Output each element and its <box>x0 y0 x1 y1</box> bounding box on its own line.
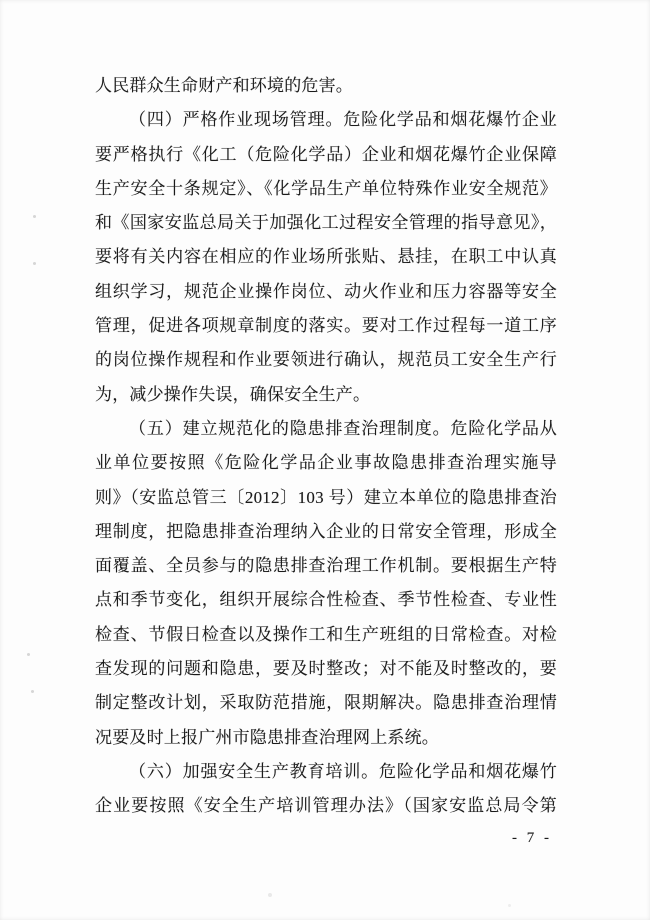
text-block <box>95 69 557 824</box>
text-line: 检查、节假日检查以及操作工和生产班组的日常检查。对检 <box>95 624 557 644</box>
text-line: 为，减少操作失误，确保安全生产。 <box>95 384 371 404</box>
text-line: （六）加强安全生产教育培训。危险化学品和烟花爆竹 <box>129 761 557 781</box>
scan-speck <box>508 904 511 907</box>
text-line: （五）建立规范化的隐患排查治理制度。危险化学品从 <box>129 418 557 438</box>
scan-speck <box>31 690 34 693</box>
text-line: 则》（安监总管三〔2012〕103 号）建立本单位的隐患排查治 <box>95 487 557 507</box>
scan-speck <box>27 653 30 656</box>
text-line: 况要及时上报广州市隐患排查治理网上系统。 <box>95 727 439 747</box>
text-line: 制定整改计划，采取防范措施，限期解决。隐患排查治理情 <box>95 693 557 713</box>
text-line: 要将有关内容在相应的作业场所张贴、悬挂，在职工中认真 <box>95 247 557 267</box>
text-line: 人民群众生命财产和环境的危害。 <box>95 76 353 95</box>
text-line: 面覆盖、全员参与的隐患排查治理工作机制。要根据生产特 <box>95 556 557 576</box>
scan-speck <box>33 262 36 265</box>
text-line: 业单位要按照《危险化学品企业事故隐患排查治理实施导 <box>95 453 557 473</box>
scan-speck <box>33 215 36 218</box>
text-line: 点和季节变化，组织开展综合性检查、季节性检查、专业性 <box>95 590 557 610</box>
text-line: 企业要按照《安全生产培训管理办法》（国家安监总局令第 <box>95 796 557 816</box>
page-number: - 7 - <box>512 830 552 846</box>
text-line: 和《国家安监总局关于加强化工过程安全管理的指导意见》， <box>95 213 557 233</box>
text-line: 查发现的问题和隐患，要及时整改；对不能及时整改的，要 <box>95 659 557 679</box>
text-line: 生产安全十条规定》、《化学品生产单位特殊作业安全规范》 <box>95 178 557 198</box>
text-line: 理制度，把隐患排查治理纳入企业的日常安全管理，形成全 <box>95 521 557 541</box>
text-line: （四）严格作业现场管理。危险化学品和烟花爆竹企业 <box>129 110 557 130</box>
text-line: 的岗位操作规程和作业要领进行确认，规范员工安全生产行 <box>95 350 557 370</box>
scan-speck <box>268 893 272 897</box>
text-line: 管理，促进各项规章制度的落实。要对工作过程每一道工序 <box>95 316 557 336</box>
text-line: 组织学习，规范企业操作岗位、动火作业和压力容器等安全 <box>95 281 557 301</box>
text-line: 要严格执行《化工（危险化学品）企业和烟花爆竹企业保障 <box>95 144 557 164</box>
